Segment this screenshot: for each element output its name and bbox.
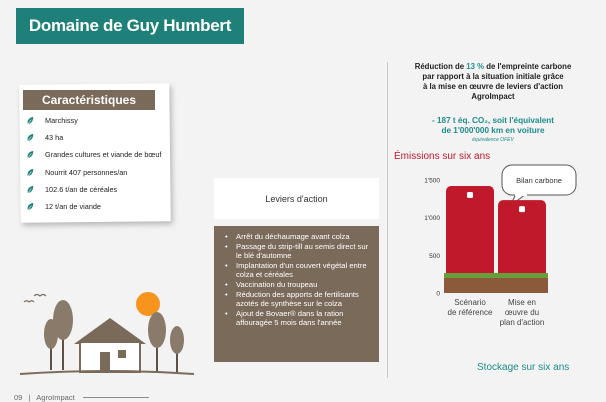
leaf-icon	[26, 150, 35, 159]
characteristics-heading: Caractéristiques	[23, 90, 155, 110]
emissions-title: Émissions sur six ans	[394, 151, 491, 162]
equivalence-source: équivalence OFEV	[472, 137, 514, 143]
category-label: Mise en œuvre du plan d'action	[499, 298, 545, 327]
list-item	[26, 164, 176, 181]
footer	[14, 393, 149, 402]
reduction-statement: Réduction de 13 % de l'empreinte carbone par rapport à la situation initiale grâce à la mise en œuvre de leviers d'action AgroImpact	[414, 62, 572, 101]
speech-bubble	[502, 165, 576, 206]
list-item: • Vaccination du troupeau	[222, 280, 373, 290]
levers-heading: Leviers d'action	[214, 178, 379, 219]
levers-panel	[214, 226, 379, 362]
list-item	[26, 146, 176, 163]
characteristic-cereals: 102.6 t/an de céréales	[45, 184, 118, 194]
title-banner	[16, 8, 244, 44]
reduction-percent: 13 %	[466, 62, 485, 71]
list-item	[26, 112, 176, 129]
emission-bar	[496, 200, 548, 293]
co2-equivalent: - 187 t éq. CO₂, soit l'équivalent de 1'000'000 km en voiture	[431, 116, 555, 135]
leaf-icon	[26, 202, 35, 211]
y-tick-label: 1'500	[424, 177, 440, 185]
levers-list	[222, 232, 373, 328]
characteristic-production: Grandes cultures et viande de bœuf	[45, 150, 162, 160]
footer-brand: AgroImpact	[36, 393, 75, 402]
list-item: • Ajout de Bovaer® dans la ration affouragée 5 mois dans l'année	[222, 309, 373, 328]
list-item: • Passage du strip-till au semis direct sur le blé d'automne	[222, 242, 373, 261]
farmhouse-icon	[74, 318, 146, 372]
divider	[387, 62, 388, 378]
list-item: • Réduction des apports de fertilisants azotés de synthèse sur le colza	[222, 290, 373, 309]
page-number: 09	[14, 393, 23, 402]
bubble-label: Bilan carbone	[516, 176, 562, 185]
farm-illustration	[12, 282, 202, 382]
y-tick-label: 500	[429, 252, 440, 260]
leaf-icon	[26, 185, 35, 194]
page-title: Domaine de Guy Humbert	[28, 16, 232, 35]
leaf-icon	[26, 168, 35, 177]
characteristics-list	[26, 112, 176, 215]
list-item: • Arrêt du déchaumage avant colza	[222, 232, 373, 242]
list-item	[26, 198, 176, 215]
storage-title: Stockage sur six ans	[477, 362, 570, 373]
leaf-icon	[26, 133, 35, 142]
characteristic-people-fed: Nourrit 407 personnes/an	[45, 167, 128, 177]
characteristic-area: 43 ha	[45, 133, 64, 143]
list-item: • Implantation d'un couvert végétal entre colza et céréales	[222, 261, 373, 280]
list-item	[26, 129, 176, 146]
footer-rule	[83, 397, 149, 398]
characteristic-location: Marchissy	[45, 116, 78, 126]
y-tick-label: 1'000	[424, 215, 440, 223]
list-item	[26, 181, 176, 198]
characteristic-meat: 12 t/an de viande	[45, 202, 101, 212]
leaf-icon	[26, 116, 35, 125]
category-label: Scénario de référence	[447, 298, 493, 317]
footer-separator: |	[28, 393, 31, 402]
y-tick-label: 0	[436, 290, 440, 298]
birds-icon	[24, 295, 46, 303]
emissions-chart	[390, 162, 606, 362]
emission-bar	[444, 186, 496, 293]
